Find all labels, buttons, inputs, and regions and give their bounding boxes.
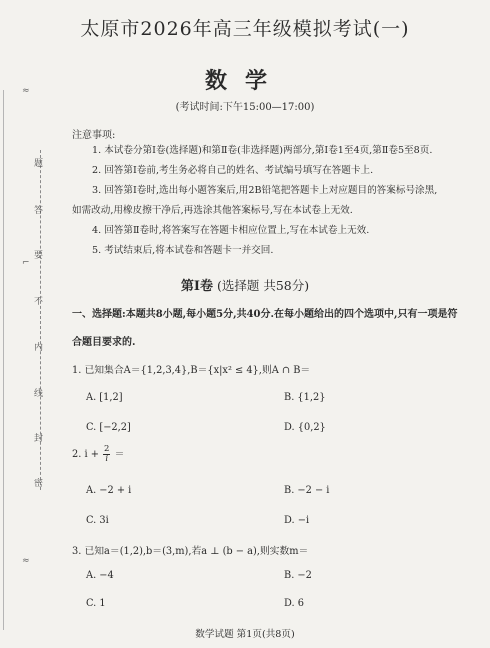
margin-label-da: 答 [32, 205, 42, 214]
page-footer: 数学试题 第1页(共8页) [195, 629, 295, 640]
exam-time: (考试时间:下午15:00—17:00) [175, 102, 315, 113]
question-2-option-b: B. −2 − i [284, 485, 330, 496]
question-3-option-d: D. 6 [284, 598, 304, 609]
notice-item: 5. 考试结束后,将本试卷和答题卡一并交回. [92, 245, 274, 256]
margin-label-xian: 线 [32, 388, 42, 397]
question-2-stem [72, 445, 124, 464]
section-title [0, 275, 490, 294]
question-1-stem: 1. 已知集合A＝{1,2,3,4},B＝{x|x² ≤ 4},则A ∩ B＝ [72, 365, 311, 376]
notice-item: 4. 回答第Ⅱ卷时,将答案写在答题卡相应位置上,写在本试卷上无效. [92, 225, 370, 236]
question-1-option-d: D. {0,2} [284, 422, 326, 433]
margin-label-ti: 题 [32, 158, 42, 167]
notice-item: 1. 本试卷分第Ⅰ卷(选择题)和第Ⅱ卷(非选择题)两部分,第Ⅰ卷1至4页,第Ⅱ卷5至8页. [92, 145, 433, 156]
question-1-option-a: A. [1,2] [86, 392, 123, 403]
part-one-intro: 一、选择题:本题共8小题,每小题5分,共40分.在每小题给出的四个选项中,只有一项是符 [72, 309, 458, 320]
margin-label-nei: 内 [32, 342, 42, 351]
section-name: 第Ⅰ卷 [180, 279, 213, 294]
question-2-fraction [103, 445, 110, 464]
question-2-stem-suffix: ＝ [114, 449, 125, 460]
question-2-option-a: A. −2 + i [86, 485, 132, 496]
margin-edge-line [3, 90, 4, 630]
question-1-option-c: C. [−2,2] [86, 422, 131, 433]
exam-title: 太原市2026年高三年级模拟考试(一) [80, 18, 410, 40]
question-2-stem-prefix: 2. i + [72, 449, 99, 460]
question-2-option-d: D. −i [284, 515, 310, 526]
margin-label-yao: 要 [32, 250, 42, 259]
seal-mark: ≈ [22, 556, 30, 566]
question-3-option-a: A. −4 [86, 570, 114, 581]
margin-label-bu: 不 [32, 296, 42, 305]
notice-title: 注意事项: [72, 130, 116, 141]
seal-mark: ⌐ [22, 258, 30, 268]
question-1-option-b: B. {1,2} [284, 392, 326, 403]
section-detail: (选择题 共58分) [216, 278, 310, 293]
margin-label-mi: 密 [32, 478, 42, 487]
question-3-stem: 3. 已知a＝(1,2),b＝(3,m),若a ⊥ (b − a),则实数m＝ [72, 546, 309, 557]
part-one-intro: 合题目要求的. [72, 337, 136, 348]
notice-item: 3. 回答第Ⅰ卷时,选出每小题答案后,用2B铅笔把答题卡上对应题目的答案标号涂黑, [92, 185, 438, 196]
question-3-option-c: C. 1 [86, 598, 106, 609]
fraction-denominator: i [105, 454, 109, 464]
notice-item: 2. 回答第Ⅰ卷前,考生务必将自己的姓名、考试编号填写在答题卡上. [92, 165, 374, 176]
seal-mark: ≈ [22, 86, 30, 96]
notice-item: 如需改动,用橡皮擦干净后,再选涂其他答案标号,写在本试卷上无效. [72, 205, 353, 216]
subject-title: 数学 [204, 68, 285, 94]
question-3-option-b: B. −2 [284, 570, 312, 581]
margin-label-feng: 封 [32, 433, 42, 442]
fraction-numerator: 2 [104, 444, 110, 454]
question-2-option-c: C. 3i [86, 515, 109, 526]
